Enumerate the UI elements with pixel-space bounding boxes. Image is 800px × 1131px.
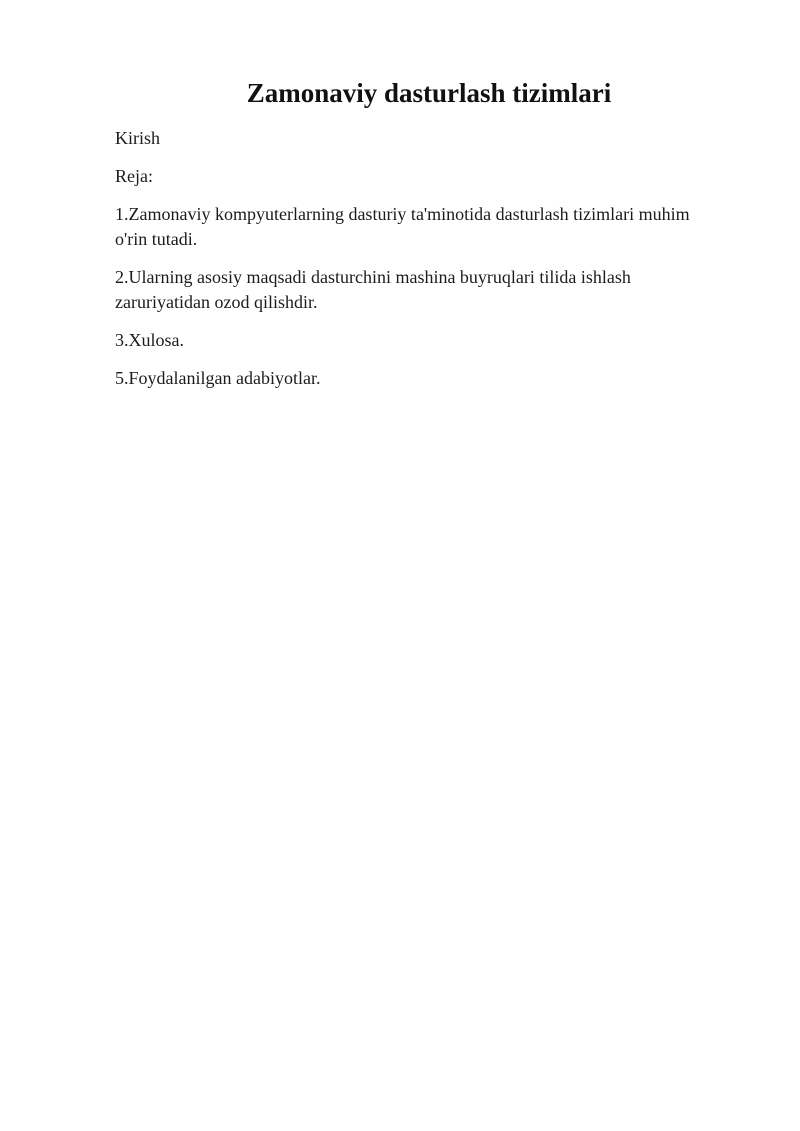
plan-item-3: 3.Xulosa. <box>115 330 184 350</box>
plan-item-1: 1.Zamonaviy kompyuterlarning dasturiy ta'minotida dasturlash tizimlari muhim o'rin tutadi. <box>115 204 690 249</box>
page-title: Zamonaviy dasturlash tizimlari <box>246 78 612 108</box>
plan-label: Reja: <box>115 166 153 186</box>
plan-list <box>115 202 725 391</box>
plan-item-2: 2.Ularning asosiy maqsadi dasturchini mashina buyruqlari tilida ishlash zaruriyatidan ozod qilishdir. <box>115 267 631 312</box>
plan-item-4: 5.Foydalanilgan adabiyotlar. <box>115 368 321 388</box>
intro-heading: Kirish <box>115 128 160 148</box>
document-body <box>115 126 725 404</box>
